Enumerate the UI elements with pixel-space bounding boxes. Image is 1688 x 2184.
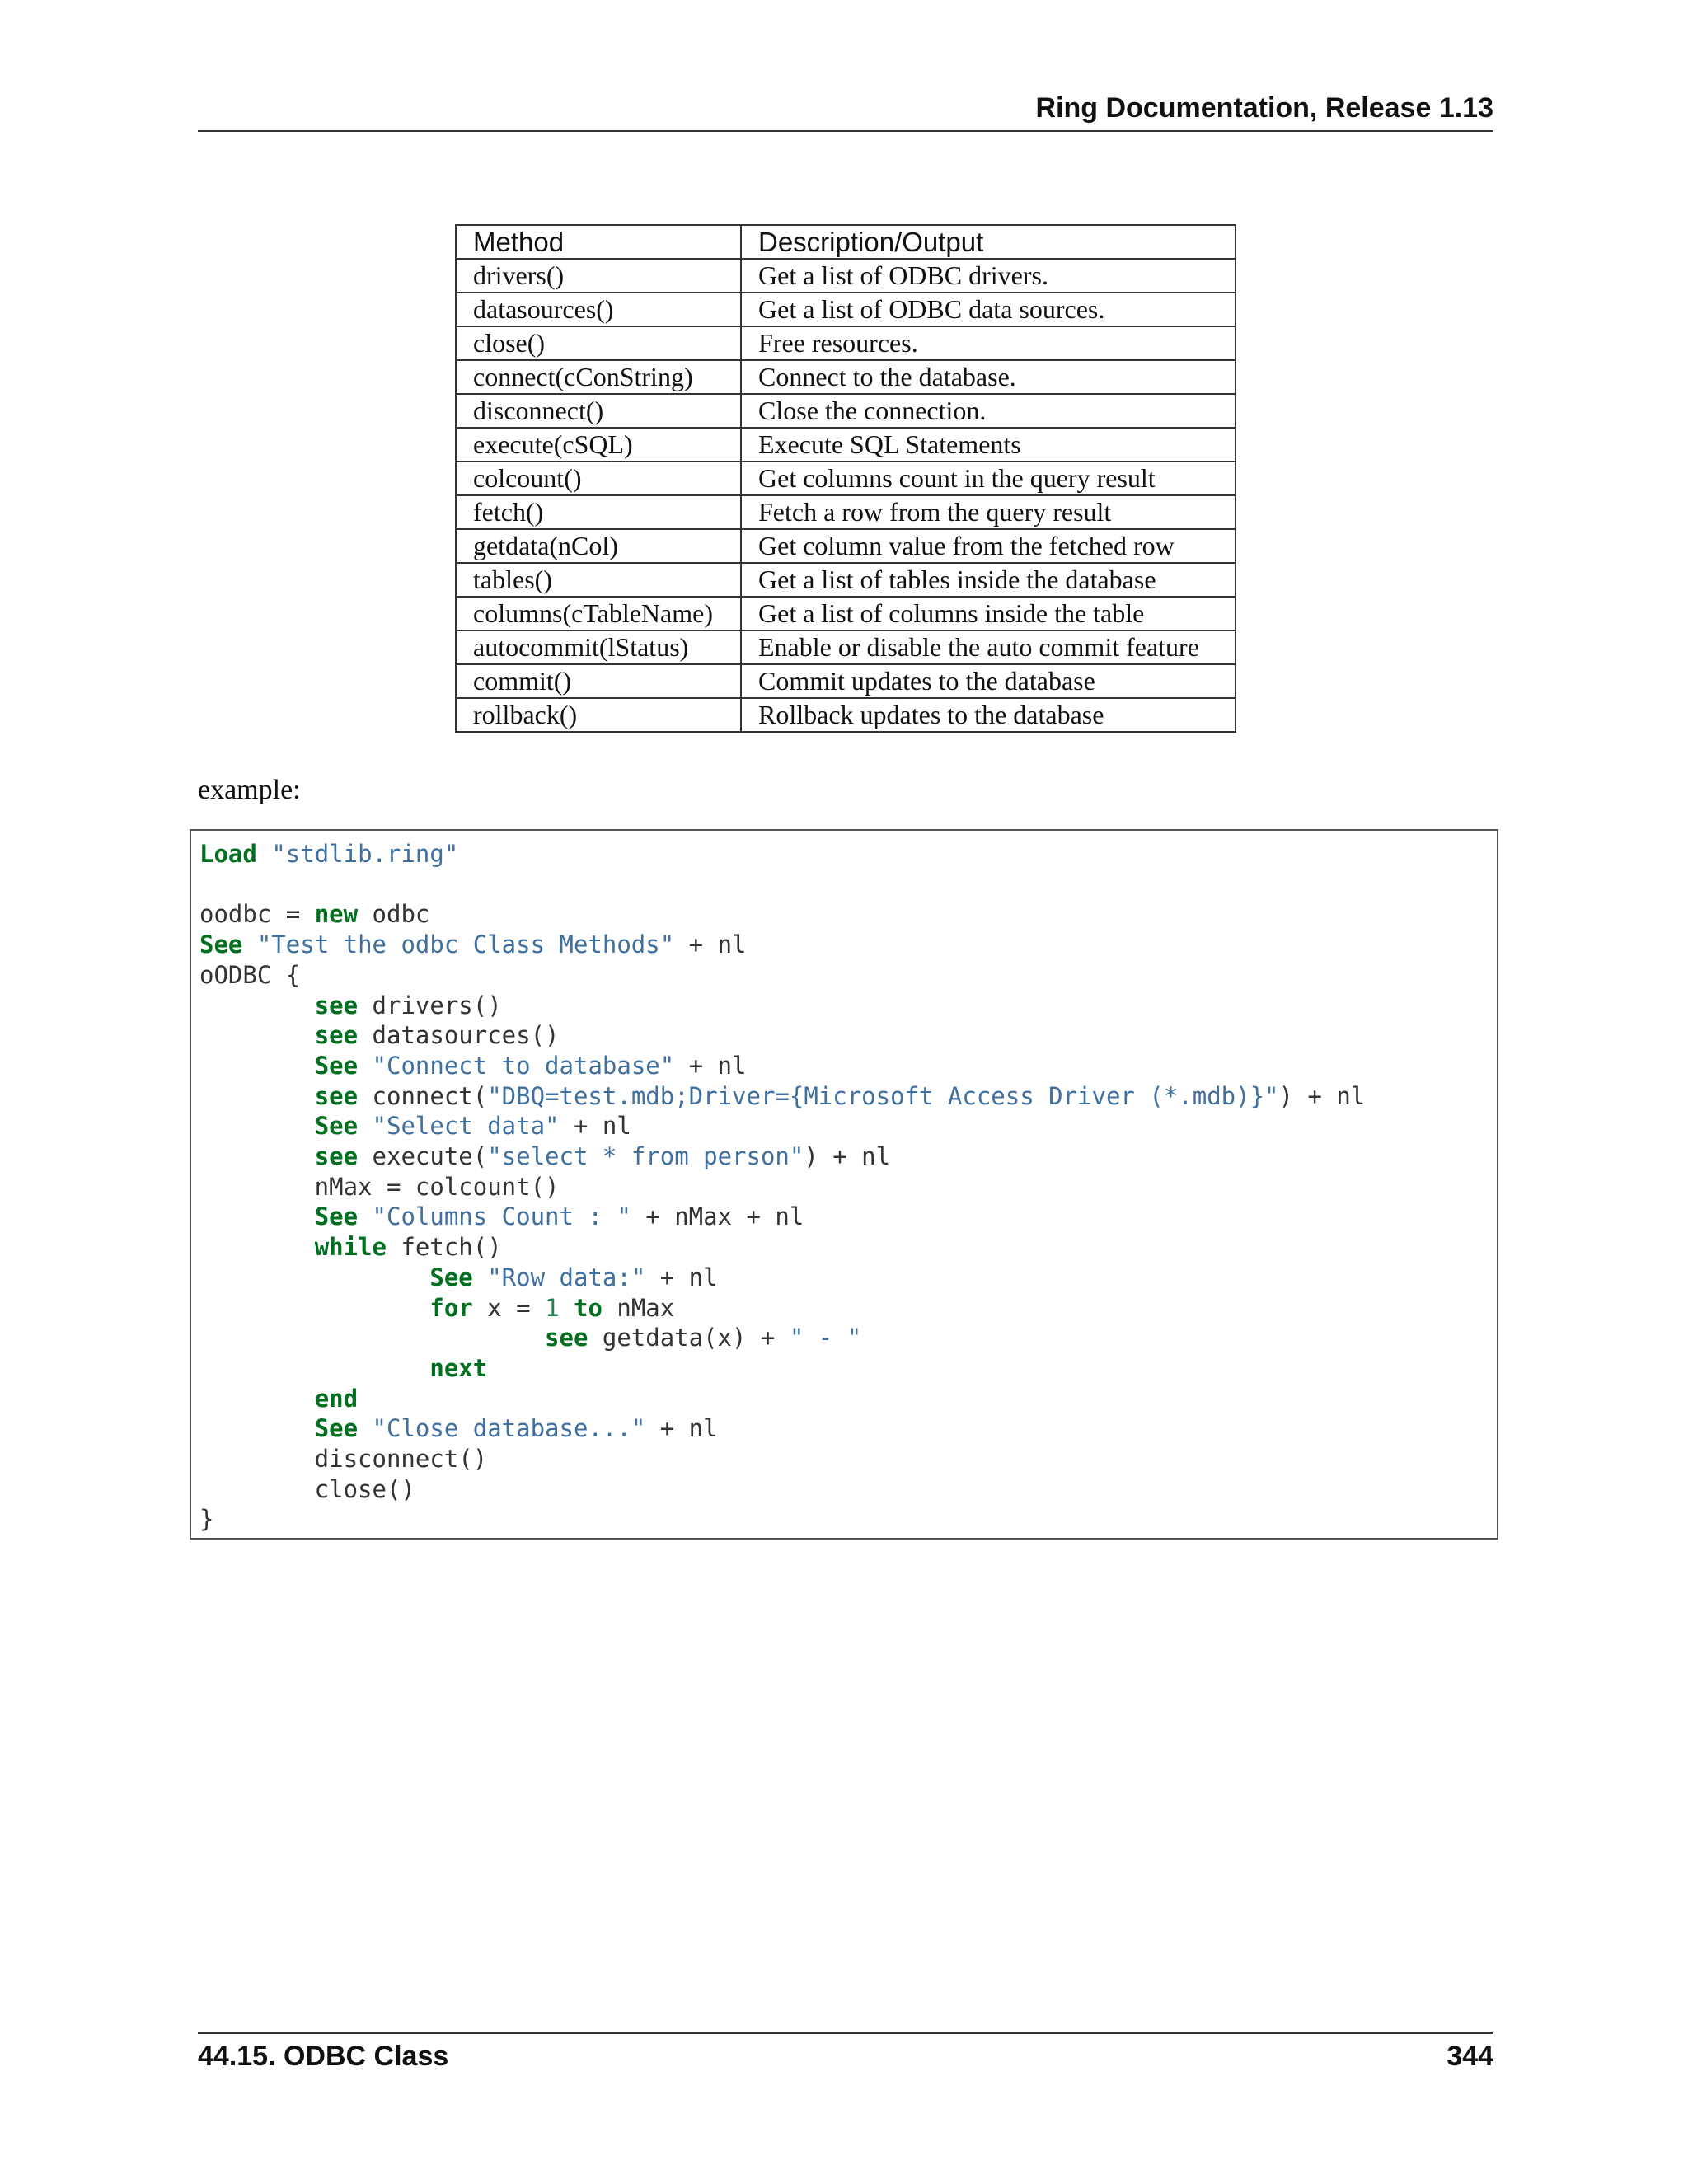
code-text: + nMax + nl — [631, 1202, 804, 1231]
code-text — [199, 1112, 315, 1140]
code-line — [199, 1414, 718, 1442]
code-text — [199, 1354, 429, 1382]
code-string: "Row data:" — [487, 1263, 646, 1291]
code-text — [199, 1263, 429, 1291]
method-cell: close() — [456, 326, 741, 360]
code-line — [199, 991, 502, 1019]
method-cell: execute(cSQL) — [456, 428, 741, 462]
code-text: + nl — [645, 1263, 718, 1291]
code-text: } — [199, 1505, 214, 1534]
code-text: close() — [199, 1474, 415, 1503]
table-row — [456, 529, 1236, 563]
code-text: + nl — [674, 930, 747, 959]
description-cell: Commit updates to the database — [741, 664, 1236, 698]
description-cell: Get column value from the fetched row — [741, 529, 1236, 563]
code-keyword: see — [314, 1081, 359, 1110]
code-keyword: for — [429, 1293, 473, 1322]
code-line — [199, 1142, 890, 1170]
code-line — [199, 1052, 747, 1080]
code-string: "select * from person" — [487, 1142, 804, 1171]
example-label: example: — [198, 775, 301, 805]
code-keyword: while — [314, 1233, 387, 1262]
code-text — [358, 1414, 372, 1442]
method-cell: commit() — [456, 664, 741, 698]
code-line — [199, 961, 300, 989]
code-keyword: end — [314, 1384, 359, 1413]
code-text: fetch() — [387, 1233, 502, 1262]
code-line — [199, 1354, 487, 1382]
code-text — [358, 1112, 372, 1140]
code-string: "DBQ=test.mdb;Driver={Microsoft Access Driver (*.mdb)}" — [487, 1081, 1279, 1110]
table-row — [456, 394, 1236, 428]
code-number: 1 — [545, 1293, 560, 1322]
code-string: "Close database..." — [372, 1414, 646, 1443]
page-number: 344 — [1447, 2041, 1493, 2072]
code-keyword: See — [314, 1202, 359, 1231]
code-string: "stdlib.ring" — [271, 840, 459, 868]
code-text: disconnect() — [199, 1445, 488, 1474]
table-row — [456, 495, 1236, 529]
method-cell: disconnect() — [456, 394, 741, 428]
code-text — [560, 1294, 574, 1322]
code-keyword: See — [199, 930, 243, 959]
method-cell: tables() — [456, 563, 741, 597]
method-cell: columns(cTableName) — [456, 597, 741, 630]
description-cell: Execute SQL Statements — [741, 428, 1236, 462]
method-cell: connect(cConString) — [456, 360, 741, 394]
description-cell: Fetch a row from the query result — [741, 495, 1236, 529]
code-keyword: new — [314, 900, 359, 929]
table-body — [456, 259, 1236, 732]
code-line — [199, 1233, 502, 1261]
code-text — [199, 1142, 315, 1170]
method-cell: rollback() — [456, 698, 741, 732]
code-text — [473, 1263, 487, 1291]
code-text — [199, 1233, 315, 1261]
table-row — [456, 597, 1236, 630]
code-keyword: next — [429, 1353, 488, 1382]
code-text: ) + nl — [1278, 1081, 1366, 1110]
code-text: oODBC { — [199, 960, 301, 989]
code-text — [199, 1324, 545, 1352]
code-line — [199, 1112, 631, 1140]
code-keyword: See — [314, 1051, 359, 1080]
code-string: "Columns Count : " — [372, 1202, 631, 1231]
page-header-title: Ring Documentation, Release 1.13 — [1035, 92, 1493, 124]
method-cell: colcount() — [456, 462, 741, 495]
code-line — [199, 840, 458, 868]
code-text — [199, 1021, 315, 1049]
code-text — [199, 1052, 315, 1080]
description-cell: Free resources. — [741, 326, 1236, 360]
table-row — [456, 259, 1236, 293]
method-cell: fetch() — [456, 495, 741, 529]
code-text: x = — [472, 1293, 546, 1322]
code-keyword: see — [545, 1324, 588, 1352]
column-header-description: Description/Output — [741, 225, 1236, 259]
code-text: nMax — [602, 1293, 675, 1322]
code-line — [199, 1324, 861, 1352]
description-cell: Get a list of ODBC drivers. — [741, 259, 1236, 293]
table-row — [456, 563, 1236, 597]
code-text — [199, 1414, 315, 1442]
code-line — [199, 930, 747, 958]
code-text — [358, 1202, 372, 1230]
code-string: "Test the odbc Class Methods" — [256, 930, 675, 959]
table-row — [456, 630, 1236, 664]
code-line — [199, 1505, 213, 1533]
code-line — [199, 1475, 415, 1503]
code-text: getdata(x) + — [588, 1324, 790, 1352]
code-text: execute( — [358, 1142, 488, 1171]
method-cell: getdata(nCol) — [456, 529, 741, 563]
table-row — [456, 360, 1236, 394]
code-text: datasources() — [358, 1021, 560, 1050]
code-line — [199, 1263, 718, 1291]
code-text: ) + nl — [804, 1142, 891, 1171]
description-cell: Connect to the database. — [741, 360, 1236, 394]
code-text — [199, 1202, 315, 1230]
description-cell: Get a list of columns inside the table — [741, 597, 1236, 630]
table-row — [456, 462, 1236, 495]
footer-rule — [198, 2032, 1493, 2034]
code-string: "Connect to database" — [372, 1051, 675, 1080]
code-text — [242, 930, 256, 958]
code-text: + nl — [559, 1112, 631, 1141]
description-cell: Close the connection. — [741, 394, 1236, 428]
odbc-methods-table — [455, 224, 1236, 733]
code-string: "Select data" — [372, 1112, 560, 1141]
table-row — [456, 428, 1236, 462]
code-keyword: see — [314, 1021, 359, 1050]
table-row — [456, 326, 1236, 360]
code-text: nMax = colcount() — [199, 1172, 560, 1201]
code-line — [199, 1082, 1365, 1110]
method-cell: autocommit(lStatus) — [456, 630, 741, 664]
code-keyword: see — [314, 991, 359, 1019]
code-line — [199, 1294, 674, 1322]
code-text: odbc — [358, 900, 430, 929]
description-cell: Get columns count in the query result — [741, 462, 1236, 495]
code-keyword: See — [314, 1414, 359, 1443]
table-row — [456, 698, 1236, 732]
code-text — [199, 1082, 315, 1110]
table-header-row — [456, 225, 1236, 259]
code-line — [199, 1173, 560, 1201]
description-cell: Rollback updates to the database — [741, 698, 1236, 732]
code-listing — [199, 839, 1365, 1535]
code-text — [358, 1052, 372, 1080]
code-text — [199, 1294, 429, 1322]
code-keyword: See — [314, 1112, 359, 1141]
code-text — [199, 991, 315, 1019]
code-text: + nl — [674, 1051, 747, 1080]
header-rule — [198, 130, 1493, 132]
code-text: oodbc = — [199, 900, 315, 929]
code-line — [199, 1385, 358, 1413]
code-line — [199, 900, 429, 928]
code-keyword: Load — [199, 840, 257, 868]
code-text: + nl — [645, 1414, 718, 1443]
code-line — [199, 1445, 487, 1473]
method-cell: datasources() — [456, 293, 741, 326]
code-keyword: See — [429, 1263, 473, 1291]
code-line — [199, 1202, 804, 1230]
footer-section-title: 44.15. ODBC Class — [198, 2041, 449, 2072]
code-text: drivers() — [358, 991, 502, 1019]
table-row — [456, 293, 1236, 326]
description-cell: Enable or disable the auto commit feature — [741, 630, 1236, 664]
table-row — [456, 664, 1236, 698]
description-cell: Get a list of ODBC data sources. — [741, 293, 1236, 326]
column-header-method: Method — [456, 225, 741, 259]
code-line — [199, 1021, 560, 1049]
code-text — [257, 840, 271, 868]
code-keyword: see — [314, 1142, 359, 1171]
method-cell: drivers() — [456, 259, 741, 293]
code-block — [190, 829, 1498, 1540]
description-cell: Get a list of tables inside the database — [741, 563, 1236, 597]
code-text: connect( — [358, 1081, 488, 1110]
code-keyword: to — [574, 1293, 603, 1322]
code-string: " - " — [789, 1324, 862, 1352]
code-text — [199, 1385, 315, 1413]
